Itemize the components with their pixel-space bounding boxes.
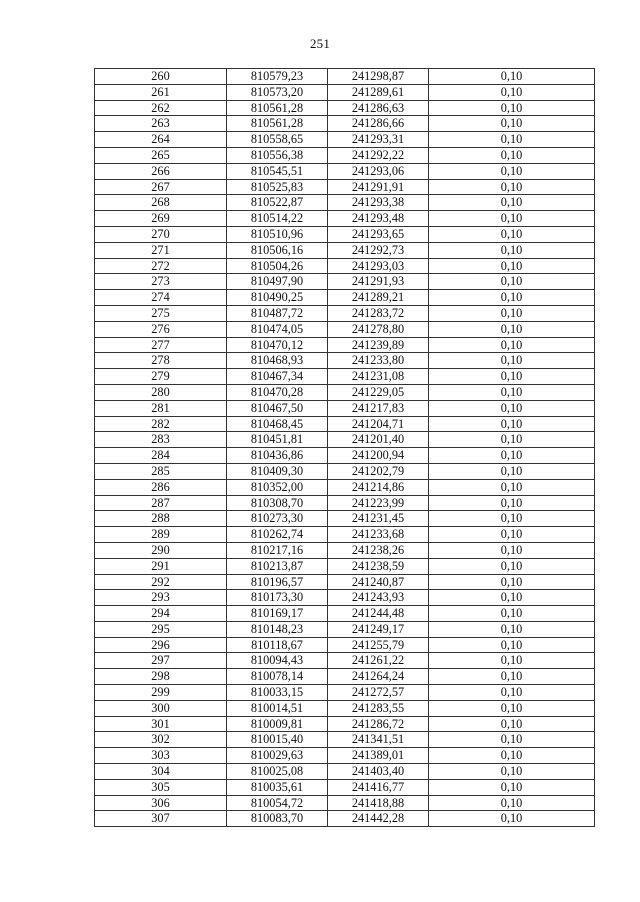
x-coordinate-cell: 810094,43 bbox=[227, 653, 328, 669]
x-coordinate-cell: 810118,67 bbox=[227, 637, 328, 653]
precision-cell: 0,10 bbox=[429, 685, 595, 701]
point-number-cell: 293 bbox=[95, 590, 227, 606]
x-coordinate-cell: 810352,00 bbox=[227, 479, 328, 495]
y-coordinate-cell: 241286,66 bbox=[328, 116, 429, 132]
x-coordinate-cell: 810510,96 bbox=[227, 226, 328, 242]
coordinates-table-body bbox=[95, 69, 595, 827]
x-coordinate-cell: 810148,23 bbox=[227, 621, 328, 637]
precision-cell: 0,10 bbox=[429, 384, 595, 400]
y-coordinate-cell: 241233,80 bbox=[328, 353, 429, 369]
precision-cell: 0,10 bbox=[429, 147, 595, 163]
y-coordinate-cell: 241283,55 bbox=[328, 700, 429, 716]
y-coordinate-cell: 241416,77 bbox=[328, 779, 429, 795]
y-coordinate-cell: 241240,87 bbox=[328, 574, 429, 590]
y-coordinate-cell: 241291,93 bbox=[328, 274, 429, 290]
y-coordinate-cell: 241200,94 bbox=[328, 448, 429, 464]
table-row bbox=[95, 400, 595, 416]
point-number-cell: 304 bbox=[95, 764, 227, 780]
precision-cell: 0,10 bbox=[429, 764, 595, 780]
precision-cell: 0,10 bbox=[429, 179, 595, 195]
point-number-cell: 283 bbox=[95, 432, 227, 448]
table-row bbox=[95, 479, 595, 495]
table-row bbox=[95, 463, 595, 479]
table-row bbox=[95, 163, 595, 179]
table-row bbox=[95, 69, 595, 85]
precision-cell: 0,10 bbox=[429, 337, 595, 353]
table-row bbox=[95, 732, 595, 748]
table-row bbox=[95, 527, 595, 543]
table-row bbox=[95, 384, 595, 400]
table-row bbox=[95, 353, 595, 369]
precision-cell: 0,10 bbox=[429, 637, 595, 653]
table-row bbox=[95, 258, 595, 274]
y-coordinate-cell: 241261,22 bbox=[328, 653, 429, 669]
y-coordinate-cell: 241291,91 bbox=[328, 179, 429, 195]
x-coordinate-cell: 810573,20 bbox=[227, 84, 328, 100]
x-coordinate-cell: 810561,28 bbox=[227, 100, 328, 116]
point-number-cell: 265 bbox=[95, 147, 227, 163]
precision-cell: 0,10 bbox=[429, 732, 595, 748]
x-coordinate-cell: 810196,57 bbox=[227, 574, 328, 590]
point-number-cell: 263 bbox=[95, 116, 227, 132]
x-coordinate-cell: 810545,51 bbox=[227, 163, 328, 179]
y-coordinate-cell: 241238,26 bbox=[328, 542, 429, 558]
point-number-cell: 282 bbox=[95, 416, 227, 432]
precision-cell: 0,10 bbox=[429, 132, 595, 148]
y-coordinate-cell: 241289,21 bbox=[328, 290, 429, 306]
y-coordinate-cell: 241293,38 bbox=[328, 195, 429, 211]
y-coordinate-cell: 241233,68 bbox=[328, 527, 429, 543]
precision-cell: 0,10 bbox=[429, 495, 595, 511]
point-number-cell: 302 bbox=[95, 732, 227, 748]
table-row bbox=[95, 116, 595, 132]
y-coordinate-cell: 241249,17 bbox=[328, 621, 429, 637]
x-coordinate-cell: 810470,28 bbox=[227, 384, 328, 400]
point-number-cell: 276 bbox=[95, 321, 227, 337]
x-coordinate-cell: 810468,45 bbox=[227, 416, 328, 432]
point-number-cell: 294 bbox=[95, 606, 227, 622]
x-coordinate-cell: 810173,30 bbox=[227, 590, 328, 606]
precision-cell: 0,10 bbox=[429, 590, 595, 606]
table-row bbox=[95, 321, 595, 337]
x-coordinate-cell: 810217,16 bbox=[227, 542, 328, 558]
point-number-cell: 296 bbox=[95, 637, 227, 653]
x-coordinate-cell: 810262,74 bbox=[227, 527, 328, 543]
precision-cell: 0,10 bbox=[429, 558, 595, 574]
point-number-cell: 301 bbox=[95, 716, 227, 732]
table-row bbox=[95, 132, 595, 148]
x-coordinate-cell: 810213,87 bbox=[227, 558, 328, 574]
x-coordinate-cell: 810025,08 bbox=[227, 764, 328, 780]
precision-cell: 0,10 bbox=[429, 574, 595, 590]
table-row bbox=[95, 369, 595, 385]
y-coordinate-cell: 241214,86 bbox=[328, 479, 429, 495]
precision-cell: 0,10 bbox=[429, 779, 595, 795]
x-coordinate-cell: 810490,25 bbox=[227, 290, 328, 306]
table-row bbox=[95, 811, 595, 827]
x-coordinate-cell: 810556,38 bbox=[227, 147, 328, 163]
y-coordinate-cell: 241244,48 bbox=[328, 606, 429, 622]
y-coordinate-cell: 241286,63 bbox=[328, 100, 429, 116]
point-number-cell: 279 bbox=[95, 369, 227, 385]
precision-cell: 0,10 bbox=[429, 432, 595, 448]
table-row bbox=[95, 795, 595, 811]
precision-cell: 0,10 bbox=[429, 811, 595, 827]
point-number-cell: 262 bbox=[95, 100, 227, 116]
table-row bbox=[95, 574, 595, 590]
table-row bbox=[95, 621, 595, 637]
point-number-cell: 280 bbox=[95, 384, 227, 400]
table-row bbox=[95, 274, 595, 290]
table-row bbox=[95, 290, 595, 306]
y-coordinate-cell: 241201,40 bbox=[328, 432, 429, 448]
y-coordinate-cell: 241243,93 bbox=[328, 590, 429, 606]
table-row bbox=[95, 637, 595, 653]
table-row bbox=[95, 558, 595, 574]
precision-cell: 0,10 bbox=[429, 527, 595, 543]
x-coordinate-cell: 810078,14 bbox=[227, 669, 328, 685]
point-number-cell: 261 bbox=[95, 84, 227, 100]
x-coordinate-cell: 810273,30 bbox=[227, 511, 328, 527]
y-coordinate-cell: 241293,06 bbox=[328, 163, 429, 179]
x-coordinate-cell: 810487,72 bbox=[227, 305, 328, 321]
y-coordinate-cell: 241403,40 bbox=[328, 764, 429, 780]
y-coordinate-cell: 241292,73 bbox=[328, 242, 429, 258]
x-coordinate-cell: 810467,50 bbox=[227, 400, 328, 416]
point-number-cell: 295 bbox=[95, 621, 227, 637]
precision-cell: 0,10 bbox=[429, 795, 595, 811]
x-coordinate-cell: 810514,22 bbox=[227, 211, 328, 227]
x-coordinate-cell: 810436,86 bbox=[227, 448, 328, 464]
x-coordinate-cell: 810504,26 bbox=[227, 258, 328, 274]
x-coordinate-cell: 810035,61 bbox=[227, 779, 328, 795]
x-coordinate-cell: 810054,72 bbox=[227, 795, 328, 811]
y-coordinate-cell: 241418,88 bbox=[328, 795, 429, 811]
y-coordinate-cell: 241202,79 bbox=[328, 463, 429, 479]
precision-cell: 0,10 bbox=[429, 274, 595, 290]
y-coordinate-cell: 241293,65 bbox=[328, 226, 429, 242]
point-number-cell: 289 bbox=[95, 527, 227, 543]
y-coordinate-cell: 241231,08 bbox=[328, 369, 429, 385]
precision-cell: 0,10 bbox=[429, 305, 595, 321]
precision-cell: 0,10 bbox=[429, 116, 595, 132]
point-number-cell: 287 bbox=[95, 495, 227, 511]
precision-cell: 0,10 bbox=[429, 242, 595, 258]
y-coordinate-cell: 241264,24 bbox=[328, 669, 429, 685]
point-number-cell: 272 bbox=[95, 258, 227, 274]
x-coordinate-cell: 810525,83 bbox=[227, 179, 328, 195]
y-coordinate-cell: 241298,87 bbox=[328, 69, 429, 85]
table-row bbox=[95, 748, 595, 764]
precision-cell: 0,10 bbox=[429, 163, 595, 179]
table-row bbox=[95, 100, 595, 116]
table-row bbox=[95, 179, 595, 195]
point-number-cell: 300 bbox=[95, 700, 227, 716]
x-coordinate-cell: 810558,65 bbox=[227, 132, 328, 148]
table-row bbox=[95, 779, 595, 795]
x-coordinate-cell: 810470,12 bbox=[227, 337, 328, 353]
table-row bbox=[95, 448, 595, 464]
x-coordinate-cell: 810497,90 bbox=[227, 274, 328, 290]
table-row bbox=[95, 716, 595, 732]
precision-cell: 0,10 bbox=[429, 258, 595, 274]
point-number-cell: 285 bbox=[95, 463, 227, 479]
precision-cell: 0,10 bbox=[429, 748, 595, 764]
precision-cell: 0,10 bbox=[429, 511, 595, 527]
table-row bbox=[95, 242, 595, 258]
coordinates-table bbox=[94, 68, 595, 827]
point-number-cell: 298 bbox=[95, 669, 227, 685]
table-row bbox=[95, 147, 595, 163]
x-coordinate-cell: 810169,17 bbox=[227, 606, 328, 622]
y-coordinate-cell: 241293,31 bbox=[328, 132, 429, 148]
table-row bbox=[95, 416, 595, 432]
precision-cell: 0,10 bbox=[429, 653, 595, 669]
point-number-cell: 292 bbox=[95, 574, 227, 590]
table-row bbox=[95, 511, 595, 527]
x-coordinate-cell: 810451,81 bbox=[227, 432, 328, 448]
x-coordinate-cell: 810029,63 bbox=[227, 748, 328, 764]
x-coordinate-cell: 810308,70 bbox=[227, 495, 328, 511]
point-number-cell: 274 bbox=[95, 290, 227, 306]
y-coordinate-cell: 241283,72 bbox=[328, 305, 429, 321]
precision-cell: 0,10 bbox=[429, 448, 595, 464]
y-coordinate-cell: 241255,79 bbox=[328, 637, 429, 653]
x-coordinate-cell: 810561,28 bbox=[227, 116, 328, 132]
table-row bbox=[95, 764, 595, 780]
point-number-cell: 260 bbox=[95, 69, 227, 85]
point-number-cell: 297 bbox=[95, 653, 227, 669]
y-coordinate-cell: 241389,01 bbox=[328, 748, 429, 764]
x-coordinate-cell: 810009,81 bbox=[227, 716, 328, 732]
y-coordinate-cell: 241239,89 bbox=[328, 337, 429, 353]
point-number-cell: 299 bbox=[95, 685, 227, 701]
precision-cell: 0,10 bbox=[429, 211, 595, 227]
precision-cell: 0,10 bbox=[429, 463, 595, 479]
x-coordinate-cell: 810409,30 bbox=[227, 463, 328, 479]
y-coordinate-cell: 241229,05 bbox=[328, 384, 429, 400]
precision-cell: 0,10 bbox=[429, 416, 595, 432]
y-coordinate-cell: 241217,83 bbox=[328, 400, 429, 416]
point-number-cell: 281 bbox=[95, 400, 227, 416]
point-number-cell: 270 bbox=[95, 226, 227, 242]
precision-cell: 0,10 bbox=[429, 353, 595, 369]
point-number-cell: 303 bbox=[95, 748, 227, 764]
table-row bbox=[95, 653, 595, 669]
precision-cell: 0,10 bbox=[429, 621, 595, 637]
x-coordinate-cell: 810083,70 bbox=[227, 811, 328, 827]
x-coordinate-cell: 810522,87 bbox=[227, 195, 328, 211]
precision-cell: 0,10 bbox=[429, 100, 595, 116]
table-row bbox=[95, 195, 595, 211]
y-coordinate-cell: 241204,71 bbox=[328, 416, 429, 432]
table-row bbox=[95, 590, 595, 606]
precision-cell: 0,10 bbox=[429, 69, 595, 85]
table-row bbox=[95, 685, 595, 701]
y-coordinate-cell: 241286,72 bbox=[328, 716, 429, 732]
precision-cell: 0,10 bbox=[429, 321, 595, 337]
x-coordinate-cell: 810506,16 bbox=[227, 242, 328, 258]
point-number-cell: 275 bbox=[95, 305, 227, 321]
x-coordinate-cell: 810474,05 bbox=[227, 321, 328, 337]
precision-cell: 0,10 bbox=[429, 195, 595, 211]
x-coordinate-cell: 810015,40 bbox=[227, 732, 328, 748]
table-row bbox=[95, 305, 595, 321]
table-row bbox=[95, 84, 595, 100]
table-row bbox=[95, 542, 595, 558]
y-coordinate-cell: 241231,45 bbox=[328, 511, 429, 527]
point-number-cell: 288 bbox=[95, 511, 227, 527]
y-coordinate-cell: 241341,51 bbox=[328, 732, 429, 748]
point-number-cell: 267 bbox=[95, 179, 227, 195]
point-number-cell: 277 bbox=[95, 337, 227, 353]
y-coordinate-cell: 241289,61 bbox=[328, 84, 429, 100]
table-row bbox=[95, 337, 595, 353]
point-number-cell: 278 bbox=[95, 353, 227, 369]
y-coordinate-cell: 241293,48 bbox=[328, 211, 429, 227]
table-row bbox=[95, 211, 595, 227]
table-row bbox=[95, 606, 595, 622]
table-row bbox=[95, 700, 595, 716]
y-coordinate-cell: 241293,03 bbox=[328, 258, 429, 274]
precision-cell: 0,10 bbox=[429, 716, 595, 732]
precision-cell: 0,10 bbox=[429, 669, 595, 685]
table-row bbox=[95, 669, 595, 685]
x-coordinate-cell: 810467,34 bbox=[227, 369, 328, 385]
y-coordinate-cell: 241272,57 bbox=[328, 685, 429, 701]
precision-cell: 0,10 bbox=[429, 606, 595, 622]
precision-cell: 0,10 bbox=[429, 369, 595, 385]
point-number-cell: 307 bbox=[95, 811, 227, 827]
y-coordinate-cell: 241278,80 bbox=[328, 321, 429, 337]
y-coordinate-cell: 241292,22 bbox=[328, 147, 429, 163]
point-number-cell: 271 bbox=[95, 242, 227, 258]
point-number-cell: 290 bbox=[95, 542, 227, 558]
precision-cell: 0,10 bbox=[429, 479, 595, 495]
y-coordinate-cell: 241442,28 bbox=[328, 811, 429, 827]
point-number-cell: 305 bbox=[95, 779, 227, 795]
point-number-cell: 291 bbox=[95, 558, 227, 574]
x-coordinate-cell: 810579,23 bbox=[227, 69, 328, 85]
precision-cell: 0,10 bbox=[429, 84, 595, 100]
y-coordinate-cell: 241223,99 bbox=[328, 495, 429, 511]
precision-cell: 0,10 bbox=[429, 226, 595, 242]
point-number-cell: 269 bbox=[95, 211, 227, 227]
x-coordinate-cell: 810033,15 bbox=[227, 685, 328, 701]
x-coordinate-cell: 810468,93 bbox=[227, 353, 328, 369]
point-number-cell: 286 bbox=[95, 479, 227, 495]
table-row bbox=[95, 495, 595, 511]
point-number-cell: 266 bbox=[95, 163, 227, 179]
point-number-cell: 284 bbox=[95, 448, 227, 464]
precision-cell: 0,10 bbox=[429, 400, 595, 416]
point-number-cell: 306 bbox=[95, 795, 227, 811]
table-row bbox=[95, 226, 595, 242]
table-row bbox=[95, 432, 595, 448]
point-number-cell: 273 bbox=[95, 274, 227, 290]
precision-cell: 0,10 bbox=[429, 290, 595, 306]
y-coordinate-cell: 241238,59 bbox=[328, 558, 429, 574]
precision-cell: 0,10 bbox=[429, 542, 595, 558]
point-number-cell: 264 bbox=[95, 132, 227, 148]
precision-cell: 0,10 bbox=[429, 700, 595, 716]
page-number: 251 bbox=[309, 36, 331, 51]
point-number-cell: 268 bbox=[95, 195, 227, 211]
x-coordinate-cell: 810014,51 bbox=[227, 700, 328, 716]
